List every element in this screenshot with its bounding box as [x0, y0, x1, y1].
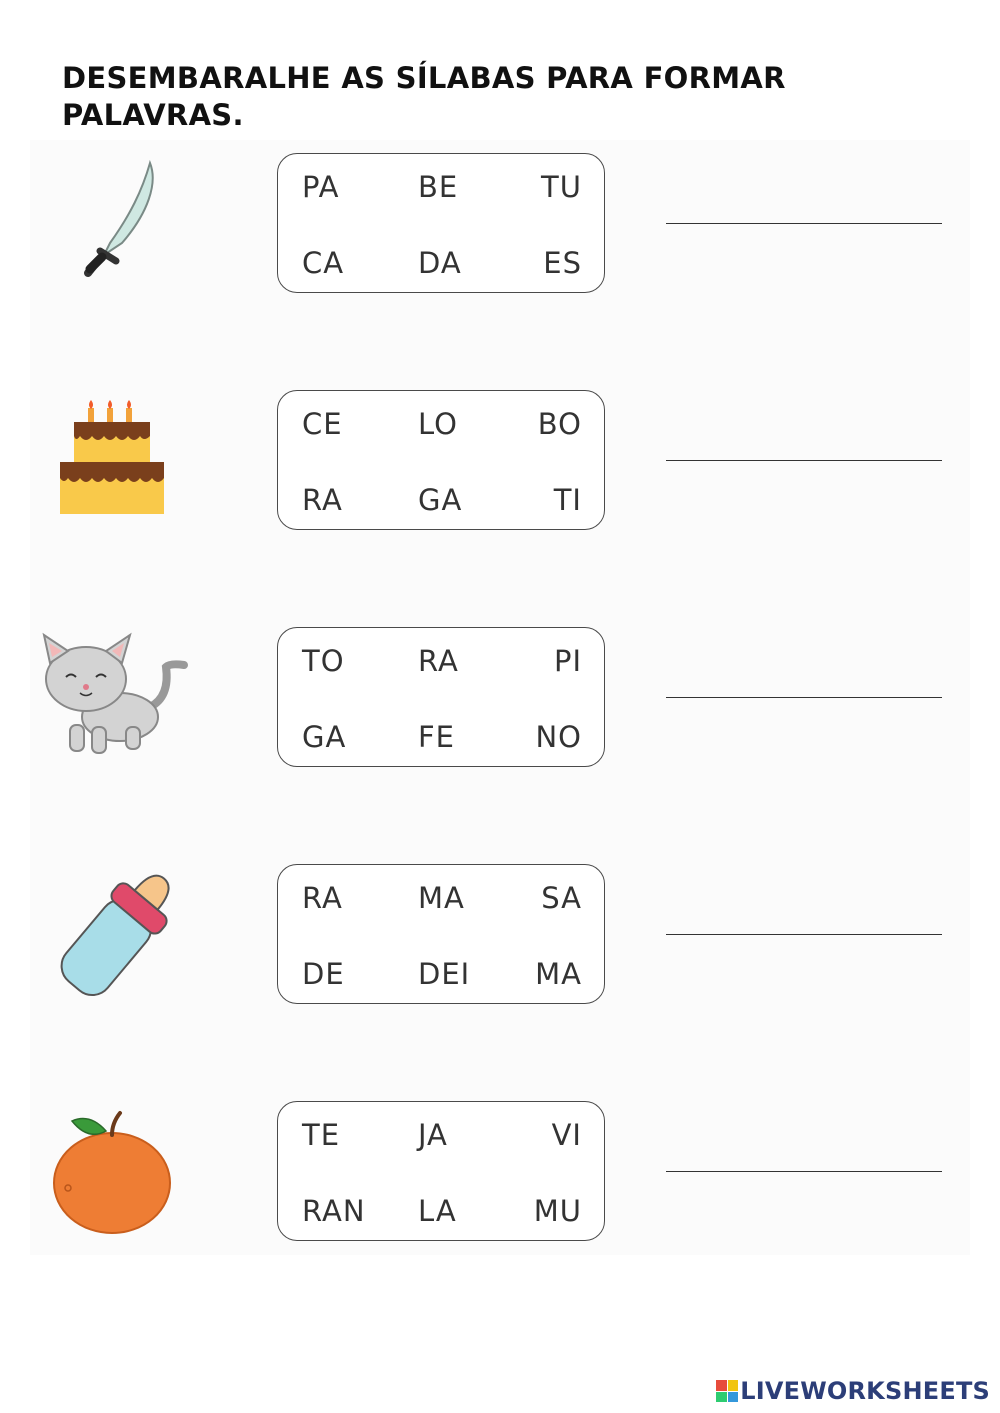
syllable[interactable]: FE: [418, 720, 456, 754]
syllable[interactable]: MU: [533, 1194, 582, 1228]
exercise-row-3: [0, 617, 1000, 767]
syllable[interactable]: DE: [302, 957, 345, 991]
baby-bottle-icon: [30, 854, 200, 1004]
syllable[interactable]: JA: [418, 1118, 448, 1152]
syllable[interactable]: VI: [551, 1118, 582, 1152]
exercise-row-4: [0, 854, 1000, 1004]
syllable-box: [277, 627, 605, 767]
syllable[interactable]: TE: [302, 1118, 341, 1152]
syllable[interactable]: BE: [418, 170, 459, 204]
syllable[interactable]: RA: [302, 881, 343, 915]
syllable[interactable]: CA: [302, 246, 345, 280]
syllable[interactable]: DA: [418, 246, 462, 280]
page-title: DESEMBARALHE AS SÍLABAS PARA FORMAR PALAVRAS.: [62, 61, 786, 132]
syllable[interactable]: RA: [302, 483, 343, 517]
syllable[interactable]: TO: [302, 644, 345, 678]
syllable-box: [277, 1101, 605, 1241]
exercise-row-5: [0, 1091, 1000, 1241]
syllable[interactable]: DEI: [418, 957, 471, 991]
exercise-row-1: [0, 143, 1000, 293]
answer-line[interactable]: [666, 460, 942, 461]
syllable[interactable]: GA: [302, 720, 347, 754]
answer-line[interactable]: [666, 1171, 942, 1172]
exercise-row-2: [0, 380, 1000, 530]
syllable[interactable]: NO: [535, 720, 582, 754]
cake-icon: [30, 380, 200, 530]
syllable-box: [277, 390, 605, 530]
syllable[interactable]: SA: [541, 881, 582, 915]
syllable[interactable]: RAN: [302, 1194, 366, 1228]
orange-icon: [30, 1091, 200, 1241]
syllable-box: [277, 153, 605, 293]
cat-icon: [30, 617, 200, 767]
liveworksheets-logo: [716, 1377, 990, 1405]
syllable[interactable]: MA: [418, 881, 465, 915]
syllable[interactable]: LO: [418, 407, 458, 441]
syllable-box: [277, 864, 605, 1004]
sword-icon: [30, 143, 200, 293]
syllable[interactable]: GA: [418, 483, 463, 517]
syllable[interactable]: ES: [543, 246, 582, 280]
syllable[interactable]: LA: [418, 1194, 457, 1228]
logo-mark-icon: [716, 1380, 738, 1402]
syllable[interactable]: RA: [418, 644, 459, 678]
answer-line[interactable]: [666, 697, 942, 698]
syllable[interactable]: CE: [302, 407, 343, 441]
syllable[interactable]: TU: [541, 170, 582, 204]
syllable[interactable]: BO: [537, 407, 582, 441]
syllable[interactable]: PA: [302, 170, 340, 204]
syllable[interactable]: MA: [535, 957, 582, 991]
logo-text: LIVEWORKSHEETS: [740, 1377, 990, 1405]
answer-line[interactable]: [666, 934, 942, 935]
syllable[interactable]: PI: [553, 644, 582, 678]
answer-line[interactable]: [666, 223, 942, 224]
syllable[interactable]: TI: [553, 483, 582, 517]
